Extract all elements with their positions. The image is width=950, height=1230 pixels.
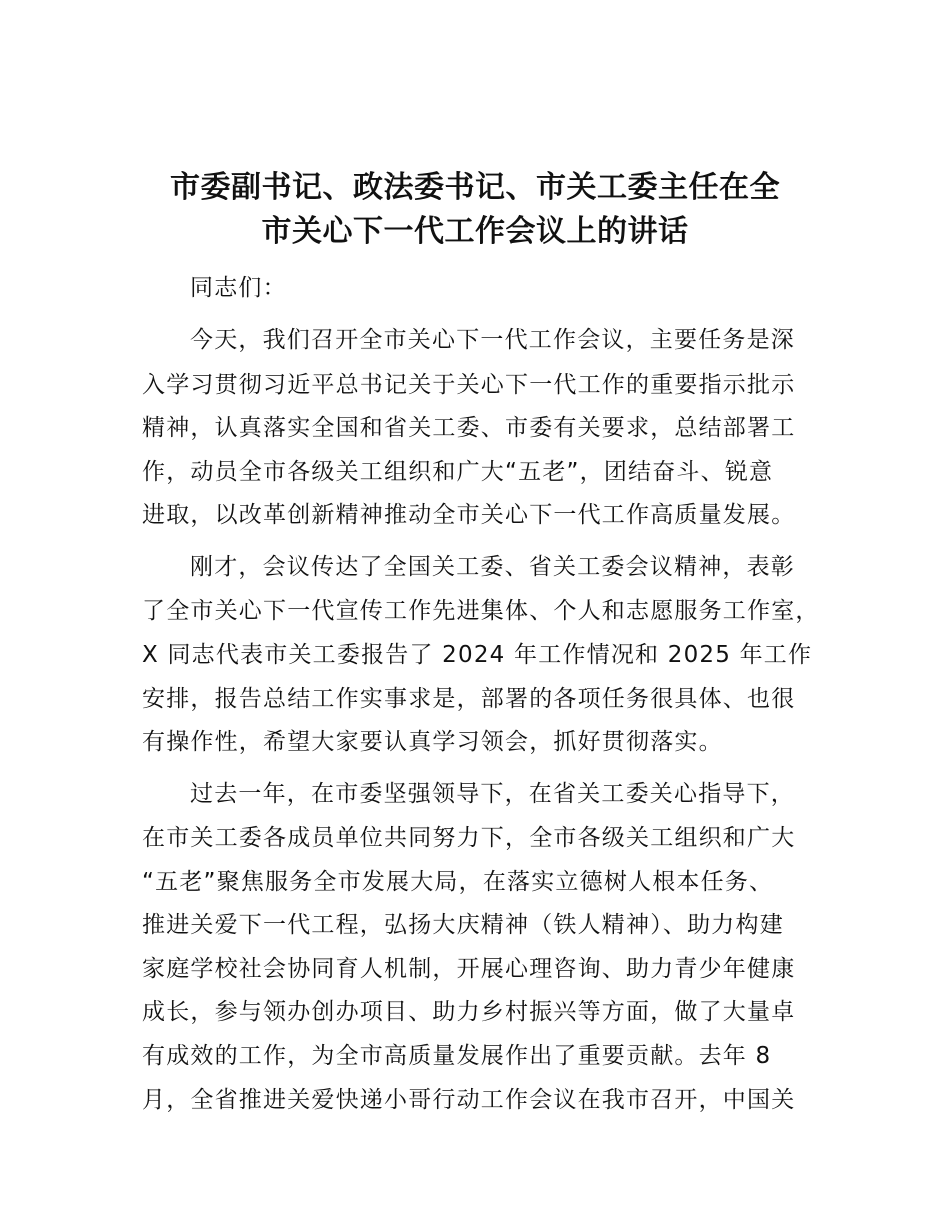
- paragraph-3-line-8: 月，全省推进关爱快递小哥行动工作会议在我市召开，中国关: [142, 1087, 796, 1113]
- paragraph-1-line-5: 进取，以改革创新精神推动全市关心下一代工作高质量发展。: [142, 502, 796, 528]
- paragraph-2-line-2: 了全市关心下一代宣传工作先进集体、个人和志愿服务工作室，: [142, 598, 820, 624]
- paragraph-1-line-1: 今天，我们召开全市关心下一代工作会议，主要任务是深: [190, 327, 795, 353]
- paragraph-2-line-3: X 同志代表市关工委报告了 2024 年工作情况和 2025 年工作: [142, 642, 813, 668]
- paragraph-3-line-3: “五老”聚焦服务全市发展大局，在落实立德树人根本任务、: [142, 869, 774, 895]
- paragraph-3-line-5: 家庭学校社会协同育人机制，开展心理咨询、助力青少年健康: [142, 956, 796, 982]
- paragraph-1-line-2: 入学习贯彻习近平总书记关于关心下一代工作的重要指示批示: [142, 372, 796, 398]
- paragraph-2-line-4: 安排，报告总结工作实事求是，部署的各项任务很具体、也很: [142, 686, 796, 712]
- document-title-line-2: 市关心下一代工作会议上的讲话: [261, 214, 689, 249]
- paragraph-3-line-1: 过去一年，在市委坚强领导下，在省关工委关心指导下，: [190, 781, 795, 807]
- paragraph-2-line-5: 有操作性，希望大家要认真学习领会，抓好贯彻落实。: [142, 729, 723, 755]
- document-title-line-1: 市委副书记、政法委书记、市关工委主任在全: [170, 170, 780, 205]
- paragraph-2-line-1: 刚才，会议传达了全国关工委、省关工委会议精神，表彰: [190, 554, 795, 580]
- paragraph-3-line-7: 有成效的工作，为全市高质量发展作出了重要贡献。去年 8: [142, 1043, 772, 1069]
- paragraph-1-line-4: 作，动员全市各级关工组织和广大“五老”，团结奋斗、锐意: [142, 459, 774, 485]
- paragraph-3-line-4: 推进关爱下一代工程，弘扬大庆精神（铁人精神）、助力构建: [142, 912, 784, 938]
- paragraph-3-line-2: 在市关工委各成员单位共同努力下，全市各级关工组织和广大: [142, 825, 796, 851]
- paragraph-1-line-3: 精神，认真落实全国和省关工委、市委有关要求，总结部署工: [142, 415, 796, 441]
- salutation: 同志们：: [190, 275, 287, 301]
- paragraph-3-line-6: 成长，参与领办创办项目、助力乡村振兴等方面，做了大量卓: [142, 999, 796, 1025]
